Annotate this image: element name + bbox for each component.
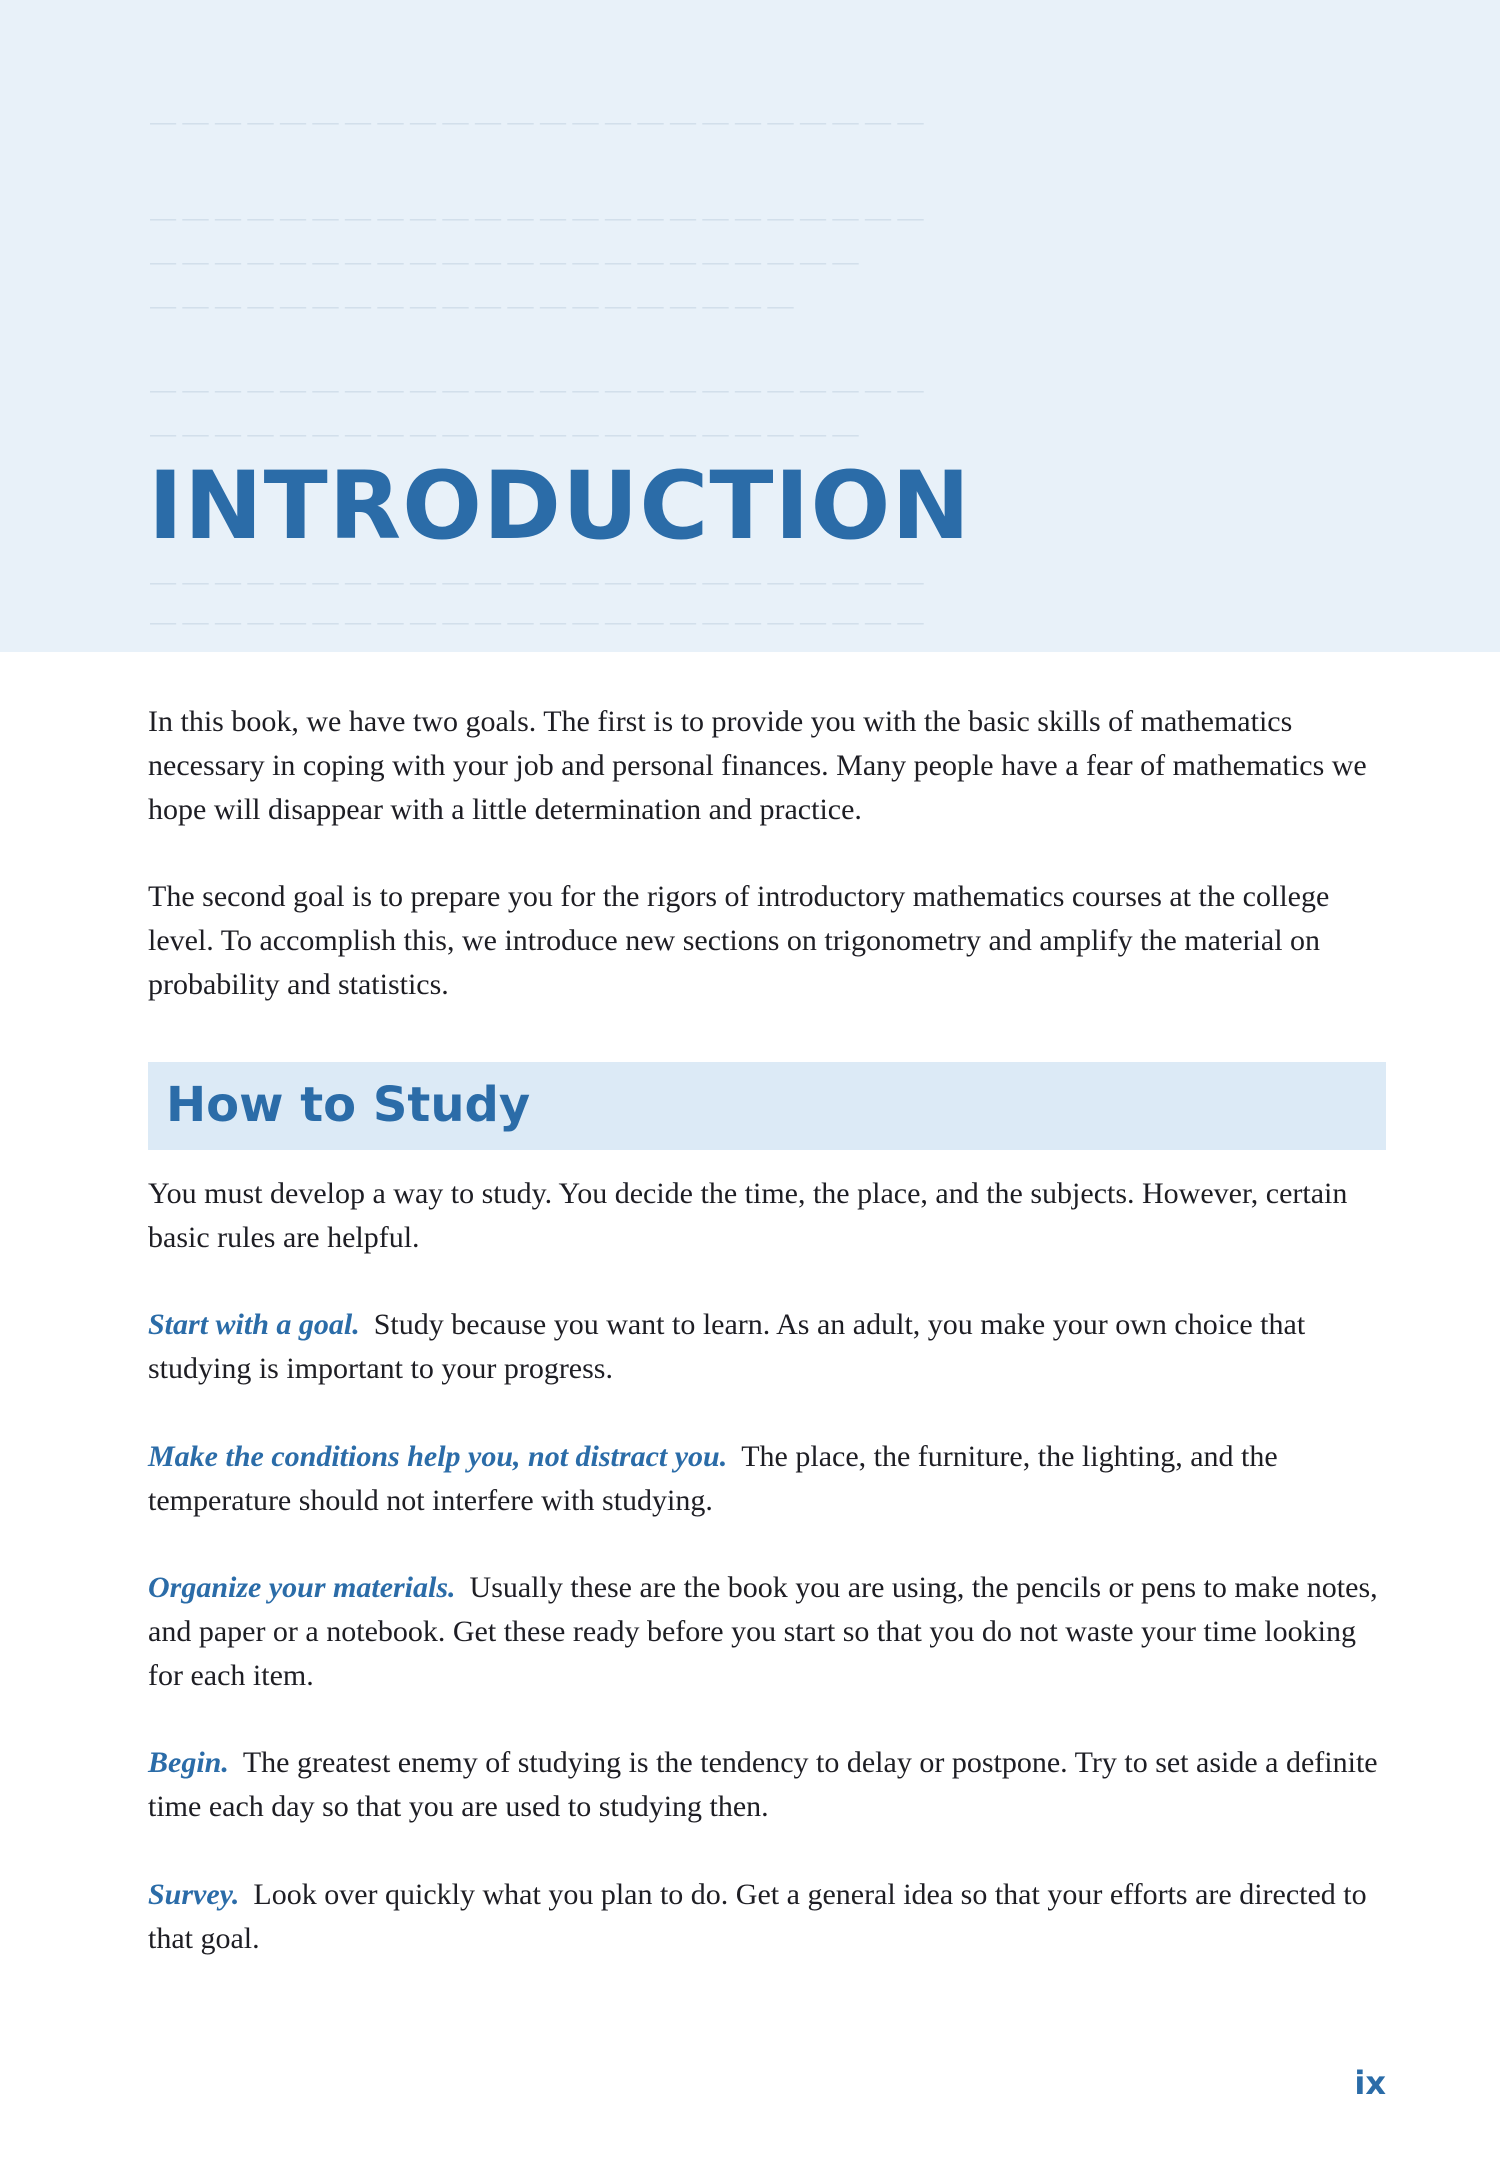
intro-paragraph-second-goal: The second goal is to prepare you for the rigors of introductory mathematics courses at the college level. To accomplish this, we introduce new sections on trigonometry and amplify the material on probability and statistics.	[148, 880, 1330, 1001]
tip-term: Begin.	[148, 1746, 229, 1779]
intro-paragraph-goals: In this book, we have two goals. The first is to provide you with the basic skills of mathematics necessary in coping with your job and personal finances. Many people have a fear of mathematics we hope will disappear with a little determination and practice.	[148, 705, 1367, 826]
tip-term: Organize your materials.	[148, 1571, 456, 1604]
show-through-text: — — — — — — — — — — — — — — — — — — — — — — — —	[150, 607, 924, 636]
page-number: ix	[1354, 2064, 1386, 2102]
tip-paragraph	[148, 1741, 1398, 1829]
show-through-text: — — — — — — — — — — — — — — — — — — — — — — — —	[150, 203, 924, 232]
section-lead-paragraph: You must develop a way to study. You decide the time, the place, and the subjects. However, certain basic rules are helpful.	[148, 1177, 1348, 1254]
chapter-title: INTRODUCTION	[148, 452, 972, 561]
section-title: How to Study	[166, 1077, 531, 1133]
tip-term: Start with a goal.	[148, 1308, 360, 1341]
tip-text: The greatest enemy of studying is the tendency to delay or postpone. Try to set aside a definite time each day so that you are used to studying then.	[148, 1746, 1378, 1823]
show-through-text: — — — — — — — — — — — — — — — — — — — — — — — —	[150, 375, 924, 404]
tip-text: Look over quickly what you plan to do. Get a general idea so that your efforts are directed to that goal.	[148, 1878, 1367, 1955]
show-through-text: — — — — — — — — — — — — — — — — — — — — — — — —	[150, 567, 924, 596]
show-through-text: — — — — — — — — — — — — — — — — — — — — — —	[150, 247, 859, 276]
show-through-text: — — — — — — — — — — — — — — — — — — — — — —	[150, 419, 859, 448]
tip-paragraph	[148, 1435, 1398, 1523]
tip-text: The place, the furniture, the lighting, and the temperature should not interfere with studying.	[148, 1440, 1278, 1517]
tip-paragraph	[148, 1303, 1398, 1391]
show-through-text: — — — — — — — — — — — — — — — — — — — —	[150, 291, 794, 320]
tip-term: Make the conditions help you, not distract you.	[148, 1440, 728, 1473]
tip-paragraph	[148, 1873, 1398, 1961]
tip-term: Survey.	[148, 1878, 240, 1911]
tip-paragraph	[148, 1566, 1398, 1698]
tip-text: Usually these are the book you are using, the pencils or pens to make notes, and paper or a notebook. Get these ready before you start so that you do not waste your time looking for each item.	[148, 1571, 1378, 1692]
show-through-text: — — — — — — — — — — — — — — — — — — — — — — — —	[150, 107, 924, 136]
tip-text: Study because you want to learn. As an adult, you make your own choice that studying is important to your progress.	[148, 1308, 1306, 1385]
